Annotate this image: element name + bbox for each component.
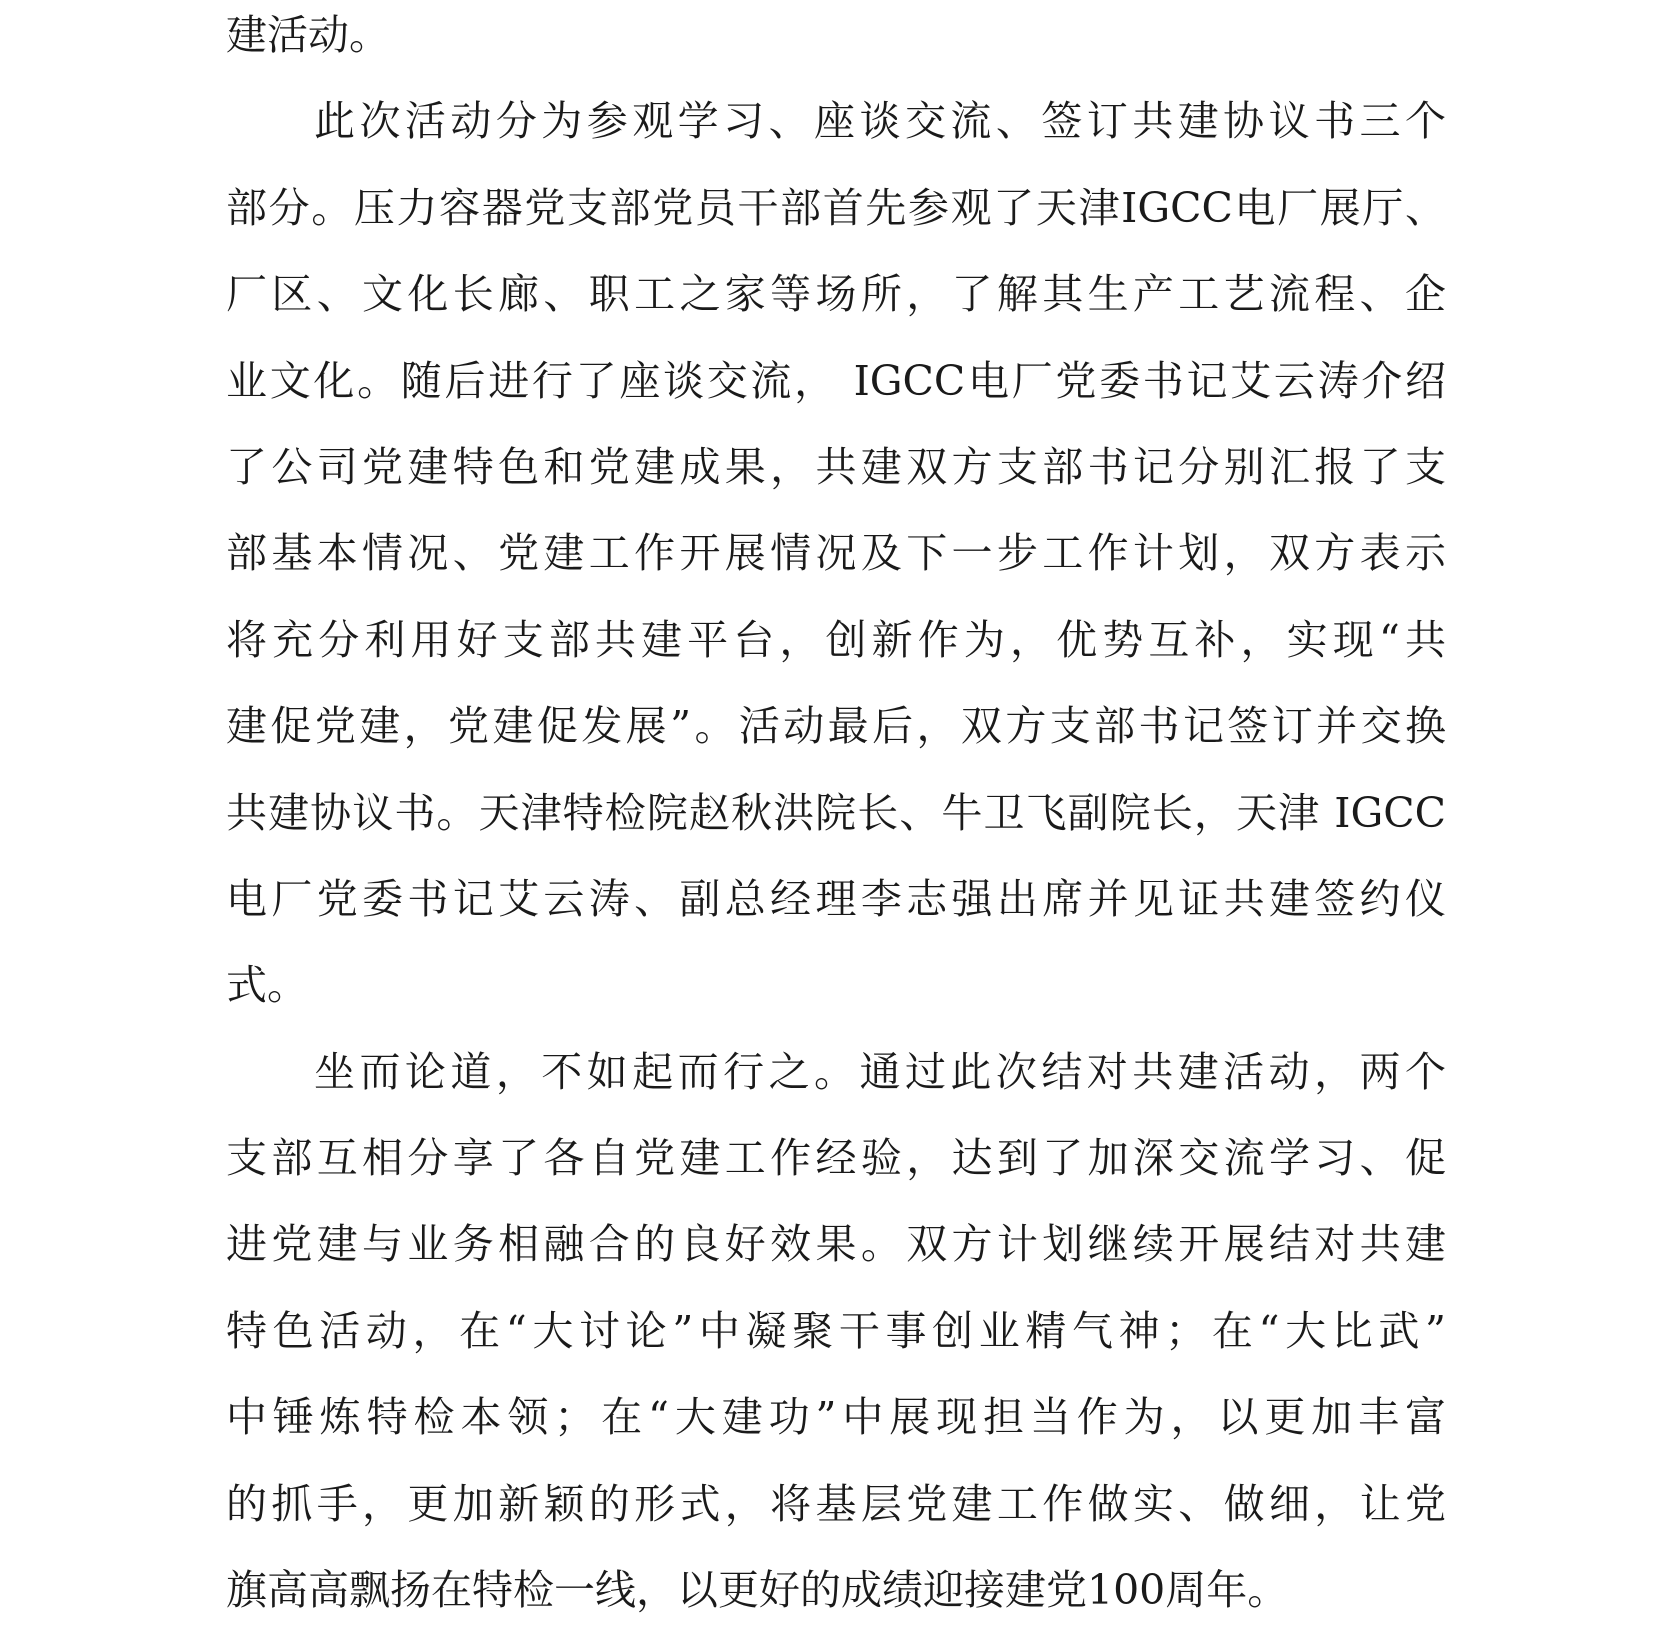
- paragraph-2-line-4: 业文化。随后进行了座谈交流， IGCC电厂党委书记艾云涛介绍: [226, 356, 1446, 405]
- paragraph-2-line-3: 厂区、文化长廊、职工之家等场所，了解其生产工艺流程、企: [226, 270, 1446, 319]
- paragraph-2-line-1: 此次活动分为参观学习、座谈交流、签订共建协议书三个: [314, 97, 1446, 146]
- paragraph-2-line-2: 部分。压力容器党支部党员干部首先参观了天津IGCC电厂展厅、: [226, 183, 1446, 232]
- paragraph-3-line-3: 进党建与业务相融合的良好效果。双方计划继续开展结对共建: [226, 1220, 1446, 1269]
- paragraph-2-line-6: 部基本情况、党建工作开展情况及下一步工作计划，双方表示: [226, 529, 1446, 578]
- document-body: [226, 0, 1446, 1633]
- paragraph-2-line-8: 建促党建，党建促发展”。活动最后，双方支部书记签订并交换: [226, 702, 1446, 751]
- paragraph-2-line-5: 了公司党建特色和党建成果，共建双方支部书记分别汇报了支: [226, 442, 1446, 491]
- paragraph-2-line-7: 将充分利用好支部共建平台，创新作为，优势互补，实现“共: [226, 615, 1446, 664]
- paragraph-3-line-1: 坐而论道，不如起而行之。通过此次结对共建活动，两个: [314, 1047, 1446, 1096]
- paragraph-1-line-1: 建活动。: [226, 11, 390, 59]
- paragraph-3-line-4: 特色活动，在“大讨论”中凝聚干事创业精气神；在“大比武”: [226, 1306, 1446, 1355]
- paragraph-2-line-10: 电厂党委书记艾云涛、副总经理李志强出席并见证共建签约仪: [226, 874, 1446, 923]
- paragraph-3-line-6: 的抓手，更加新颖的形式，将基层党建工作做实、做细，让党: [226, 1479, 1446, 1528]
- paragraph-3-line-2: 支部互相分享了各自党建工作经验，达到了加深交流学习、促: [226, 1134, 1446, 1183]
- paragraph-2-line-11: 式。: [226, 961, 308, 1010]
- paragraph-2-line-9: 共建协议书。天津特检院赵秋洪院长、牛卫飞副院长，天津 IGCC: [226, 788, 1446, 837]
- paragraph-3-line-5: 中锤炼特检本领；在“大建功”中展现担当作为，以更加丰富: [226, 1393, 1446, 1442]
- paragraph-3-line-7: 旗高高飘扬在特检一线，以更好的成绩迎接建党100周年。: [226, 1566, 1289, 1615]
